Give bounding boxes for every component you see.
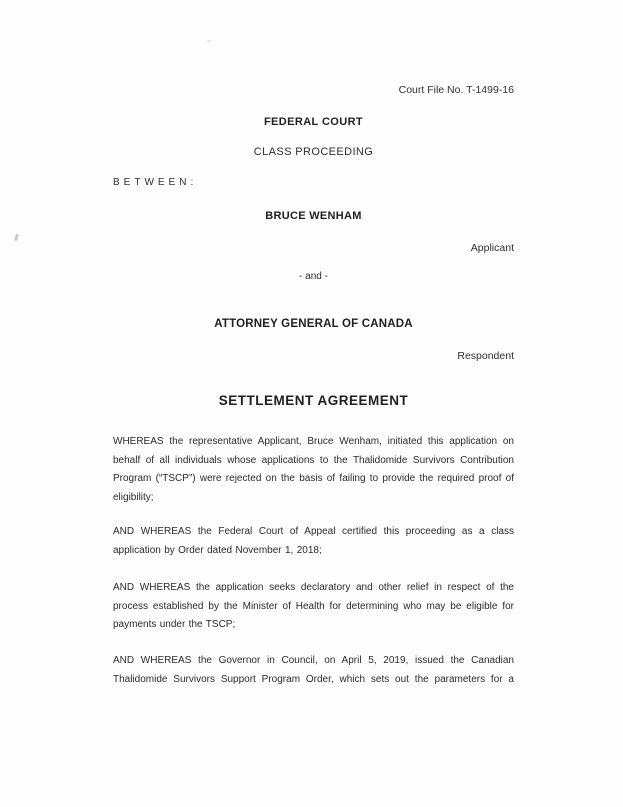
whereas-paragraph-1: WHEREAS the representative Applicant, Bruce Wenham, initiated this application on behalf of all individuals whose applications to the Thalidomide Survivors Contribution Program (“TSCP”) were rejected on the basis of failing to provide the required proof of eligibility; xyxy=(113,436,514,504)
and-separator: - and - xyxy=(299,271,328,282)
respondent-name: ATTORNEY GENERAL OF CANADA xyxy=(214,318,413,330)
scan-speck xyxy=(14,234,19,242)
applicant-role-label: Applicant xyxy=(470,242,514,254)
court-name: FEDERAL COURT xyxy=(263,116,364,128)
whereas-paragraph-2: AND WHEREAS the Federal Court of Appeal certified this proceeding as a class application by Order dated November 1, 2018; xyxy=(113,526,514,556)
document-title: SETTLEMENT AGREEMENT xyxy=(218,393,409,408)
between-label: BETWEEN: xyxy=(113,177,198,188)
whereas-paragraph-4: AND WHEREAS the Governor in Council, on April 5, 2019, issued the Canadian Thalidomide Survivors Support Program Order, which sets out the parameters for a xyxy=(113,655,514,685)
scan-speck-faint xyxy=(207,40,211,42)
whereas-paragraph-3: AND WHEREAS the application seeks declaratory and other relief in respect of the process established by the Minister of Health for determining who may be eligible for payments under the TSCP; xyxy=(113,582,514,631)
court-file-number: Court File No. T-1499-16 xyxy=(398,84,514,96)
applicant-name: BRUCE WENHAM xyxy=(265,210,362,222)
proceeding-type: CLASS PROCEEDING xyxy=(253,146,374,158)
respondent-role-label: Respondent xyxy=(457,350,514,362)
